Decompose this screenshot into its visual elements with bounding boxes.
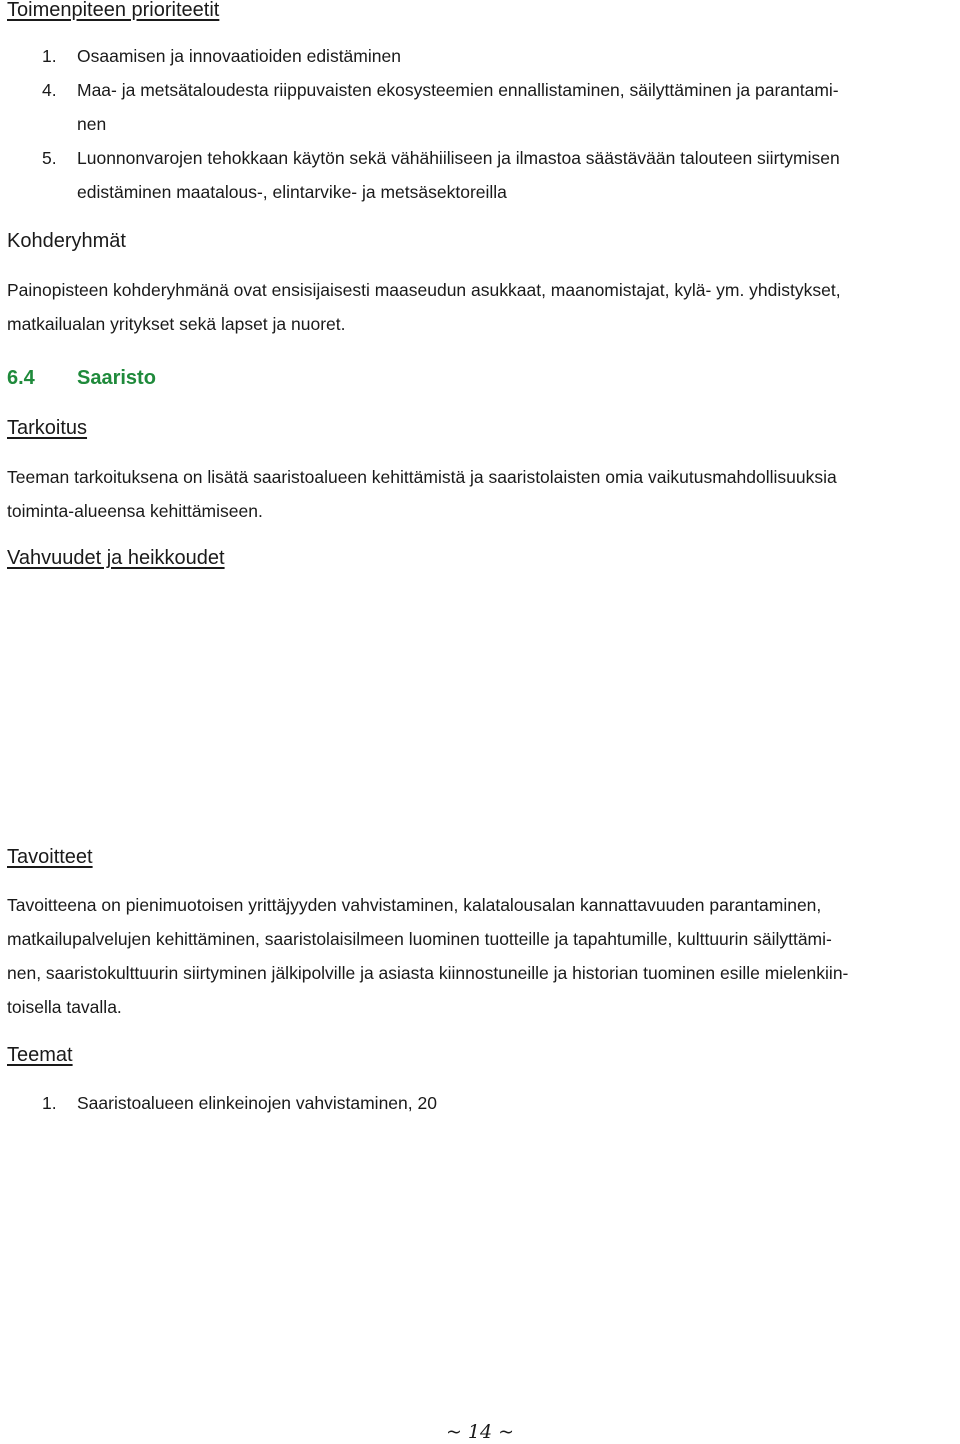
list-item-number: 5.: [42, 148, 57, 168]
list-item-line: Saaristoalueen elinkeinojen vahvistaminen, 20: [77, 1093, 437, 1113]
paragraph-line: matkailupalvelujen kehittäminen, saaristolaisilmeen luominen tuotteille ja tapahtumille, kulttuurin säilyttämi-: [7, 929, 832, 949]
target-groups-paragraph: [7, 273, 953, 341]
strengths-weaknesses-heading: Vahvuudet ja heikkoudet: [7, 547, 225, 569]
goals-paragraph: [7, 888, 953, 1024]
paragraph-line: nen, saaristokulttuurin siirtyminen jälkipolville ja asiasta kiinnostuneille ja historian tuominen esille mielenkiin-: [7, 963, 849, 983]
paragraph-line: Teeman tarkoituksena on lisätä saaristoalueen kehittämistä ja saaristolaisten omia vaikutusmahdollisuuksia: [7, 467, 837, 487]
list-item-line: Luonnonvarojen tehokkaan käytön sekä vähähiiliseen ja ilmastoa säästävään talouteen siirtymisen: [77, 148, 840, 168]
list-item-line: nen: [77, 114, 107, 134]
purpose-heading: Tarkoitus: [7, 417, 88, 439]
page-number: ~ 14 ~: [445, 1421, 515, 1443]
list-item-number: 4.: [42, 80, 57, 100]
section-heading: [7, 366, 156, 390]
paragraph-line: matkailualan yritykset sekä lapset ja nuoret.: [7, 314, 346, 334]
list-item: [0, 141, 960, 209]
priorities-list: [0, 39, 960, 209]
list-item: [0, 73, 960, 141]
list-item: [0, 1086, 960, 1120]
list-item-line: Osaamisen ja innovaatioiden edistäminen: [77, 46, 401, 66]
priorities-heading: Toimenpiteen prioriteetit: [7, 0, 220, 21]
purpose-paragraph: [7, 460, 953, 528]
goals-heading: Tavoitteet: [7, 846, 93, 868]
list-item-number: 1.: [42, 1093, 57, 1113]
section-title: Saaristo: [77, 367, 156, 389]
paragraph-line: Painopisteen kohderyhmänä ovat ensisijaisesti maaseudun asukkaat, maanomistajat, kylä- ym. yhdistykset,: [7, 280, 841, 300]
list-item-number: 1.: [42, 46, 57, 66]
themes-heading: Teemat: [7, 1044, 73, 1066]
paragraph-line: Tavoitteena on pienimuotoisen yrittäjyyden vahvistaminen, kalatalousalan kannattavuuden parantaminen,: [7, 895, 822, 915]
list-item: [0, 39, 960, 73]
paragraph-line: toiminta-alueensa kehittämiseen.: [7, 501, 263, 521]
list-item-line: edistäminen maatalous-, elintarvike- ja metsäsektoreilla: [77, 182, 507, 202]
target-groups-heading: Kohderyhmät: [7, 230, 126, 252]
themes-list: [0, 1086, 960, 1120]
list-item-line: Maa- ja metsätaloudesta riippuvaisten ekosysteemien ennallistaminen, säilyttäminen ja parantami-: [77, 80, 839, 100]
section-number: 6.4: [7, 367, 35, 389]
paragraph-line: toisella tavalla.: [7, 997, 122, 1017]
